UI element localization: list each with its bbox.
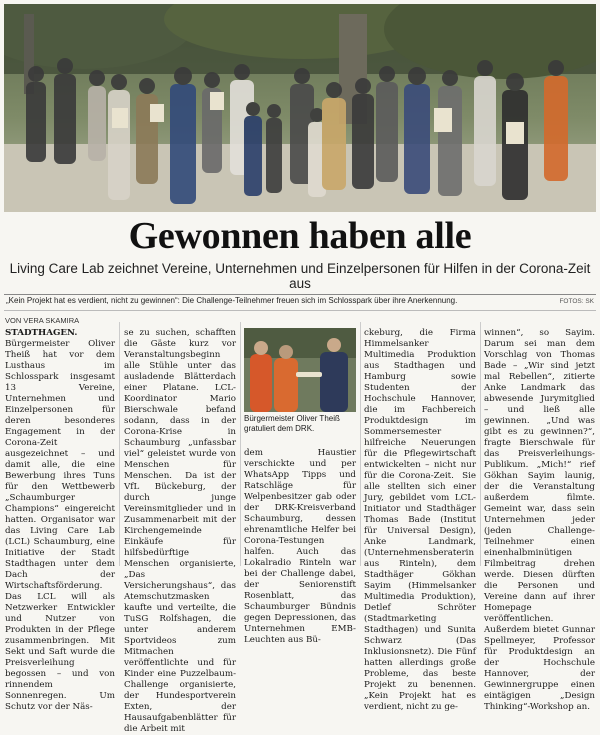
column-text: ckeburg, die Firma Himmelsanker Multimedia Produktion aus Stadthagen und Hamburg sowie Studenten der Hochschule Hannover, die im Fachbereich Produktdesign im Sommersemester hilfreiche Neuerungen für die Pflegewirtschaft entwickelten – nicht nur für die Corona-Zeit. Sie alle stellten sich einer Jury, gebildet vom LCL-Initiator und Stadthäger Thomas Bade (Institut für Universal Design), Anke Landmark, (Unternehmensberaterin aus Rinteln), dem Stadthäger Gökhan Sayim (Himmelsanker Multimedia Produktion), Detlef Schröter (Stadtmarketing Stadthagen) und Sunita Schwarz (Das Inklusionsnetz). Die Fünf hatten allerdings große Probleme, das beste Projekt zu benennen. „Kein Projekt hat es verdient, nicht zu ge- — [364, 328, 476, 712]
article-column-2 — [124, 328, 236, 735]
photo-credit: FOTOS: SK — [559, 298, 594, 305]
caption-rule — [4, 294, 596, 295]
column-text: winnen“, so Sayim. Darum sei man dem Vorschlag von Thomas Bade – „Wir sind jetzt mal Rebellen“, zitierte Anke Landmark das abwesende Jurymitglied – und ließ alle gewinnen. „Und was gibt es zu gewinnen?“, fragte Bierschwale für das Preisverleihungs-Publikum. „Mich!“ rief Gökhan Sayim launig, der die Veranstaltung außerdem filmte. Gemeint war, dass sein Unternehmen jeder (jeden Challenge-Teilnehmer einen einenhalbminütigen Filmbeitrag drehen werde. Diesen dürften die Personen und Vereine dann auf ihrer Homepage veröffentlichen. Außerdem bietet Gunnar Spellmeyer, Professor für Produktdesign an der Hochschule Hannover, der Gewinnergruppe einen eintägigen „Design Thinking“-Workshop an. — [484, 328, 595, 712]
inset-photo — [244, 328, 356, 412]
article-column-5 — [484, 328, 595, 713]
column-divider — [480, 322, 481, 566]
dateline: STADTHAGEN. — [5, 328, 78, 338]
article-column-3 — [244, 448, 356, 646]
column-text: se zu suchen, schafften die Gäste kurz vor Veranstaltungsbeginn alle Stühle unter das ausladende Blätterdach einer Platane. LCL-Koordinator Mario Bierschwale befand sodann, dass in der Corona-Krise in Schaumburg „unfassbar viel“ geleistet wurde von Menschen für Menschen. Da ist der VfL Bückeburg, der durch junge Vereinsmitglieder und in Zusammenarbeit mit der Kirchengemeinde Einkäufe für hilfsbedürftige Menschen organisierte, „Das Versicherungshaus“, das Atemschutzmasken kaufte und verteilte, die TuSG Rolfshagen, die unter anderem Sportvideos zum Mitmachen veröffentlichte und für Kinder eine Puzzelbaum-Challenge organisierte, der Hundesportverein Exten, der Hausaufgabenblätter für die Arbeit mit — [124, 328, 236, 734]
subheadline: Living Care Lab zeichnet Vereine, Unternehmen und Einzelpersonen für Hilfen in der Corona-Zeit aus — [9, 261, 591, 291]
column-text: Bürgermeister Oliver Theiß hat vor dem Lusthaus im Schlosspark insgesamt 13 Vereine, Unternehmen und Einzelpersonen für deren besonderes Engagement in der Corona-Zeit ausgezeichnet – und damit alle, die eine Bewerbung ihres Tuns für den Wettbewerb „Schaumburger Champions“ eingereicht hatten. Organisator war das Living Care Lab (LCL) Schaumburg, eine Initiative der Stadt Stadthagen unter dem Dach der Wirtschaftsförderung. Das LCL will als Netzwerker Entwickler und Nutzer von Produkten in der Pflege zusammenbringen. Mit Sekt und Saft wurde die Preisverleihung begossen – und von rinnendem Sonnenregen. Um Schutz vor der Näs- — [5, 339, 115, 712]
column-divider — [119, 322, 120, 566]
article-column-4 — [364, 328, 476, 713]
column-divider — [360, 322, 361, 566]
inset-photo-image — [244, 328, 356, 412]
inset-caption: Bürgermeister Oliver Theiß gratuliert dem DRK. — [244, 414, 340, 433]
headline: Gewonnen haben alle — [128, 215, 472, 257]
column-divider — [240, 322, 241, 566]
group-photo — [4, 4, 596, 212]
article-column-1 — [5, 328, 115, 713]
photo-caption: „Kein Projekt hat es verdient, nicht zu gewinnen“: Die Challenge-Teilnehmer freuen sich im Schlosspark über ihre Anerkennung. — [6, 296, 458, 305]
group-photo-image — [4, 4, 596, 212]
column-text: dem Haustier verschickte und per WhatsApp Tipps und Ratschläge für Welpenbesitzer gab oder der DRK-Kreisverband Schaumburg, dessen ehrenamtliche Helfer bei Corona-Testungen halfen. Auch das Lokalradio Rinteln war bei der Challenge dabei, der Seniorenstift Rosenblatt, das Schaumburger Bündnis gegen Depressionen, das Unternehmen EMB-Leuchten aus Bü- — [244, 448, 356, 645]
caption-rule-bottom — [4, 310, 596, 311]
byline: VON VERA SKAMIRA — [5, 316, 80, 325]
